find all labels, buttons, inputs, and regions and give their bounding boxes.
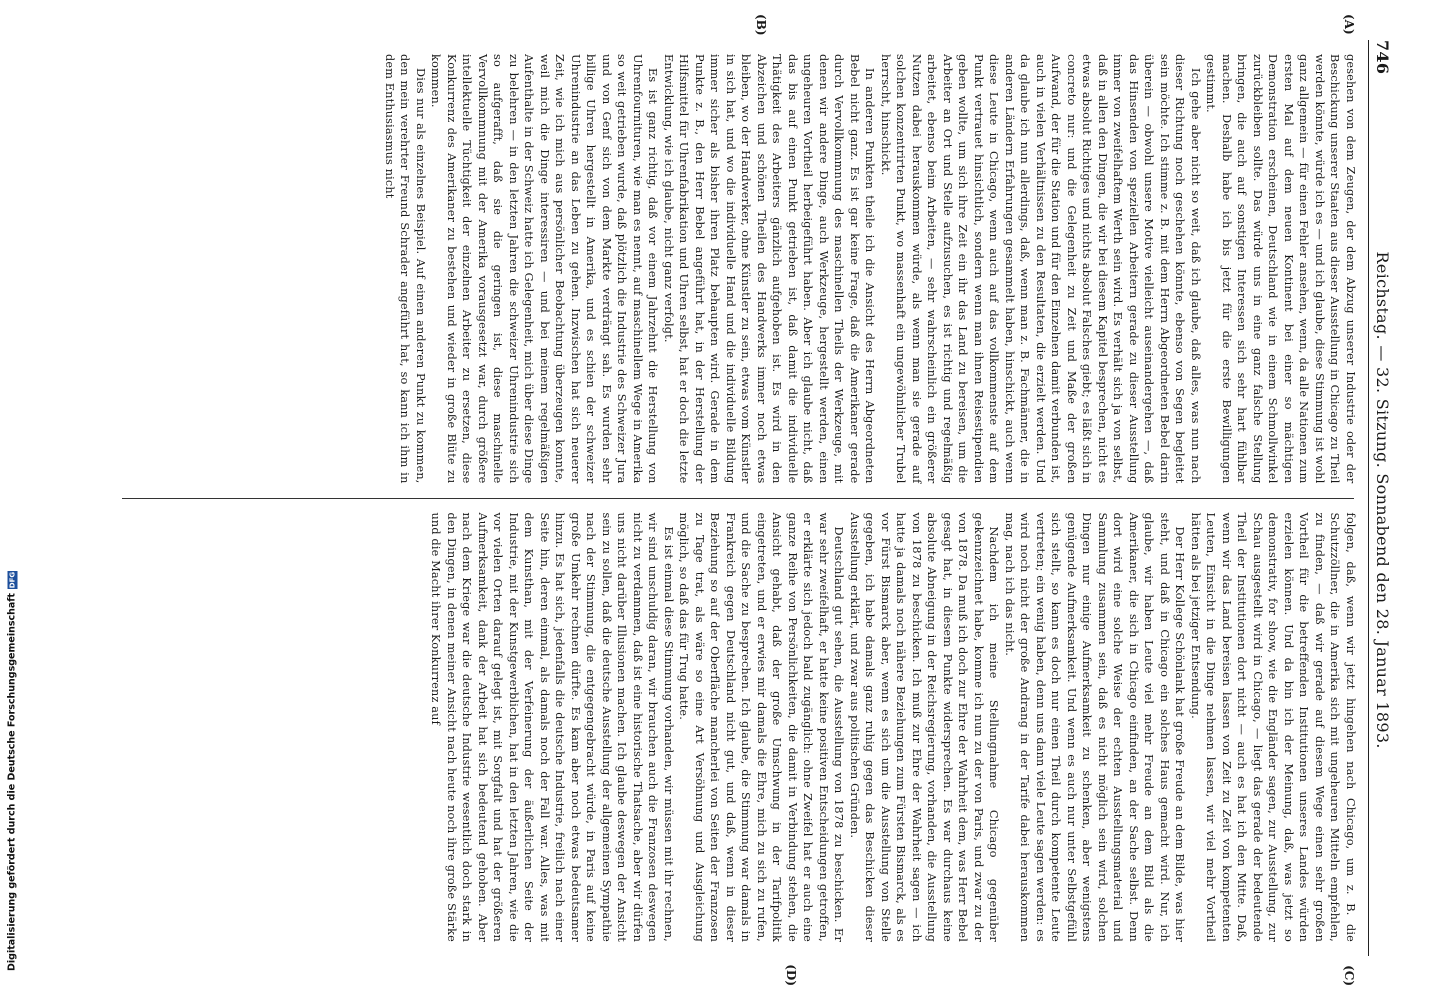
right-column-text bbox=[428, 513, 1358, 943]
paragraph: Deutschland gut sehen, die Ausstellung von 1878 zu beschicken. Er war sehr zweifelhaft, er hatte keine positiven Entscheidungen getroffen, er erklärte sich jedoch bald zugänglich: ohne Zweifel hat er auch eine ganze Reihe von Persönlichkeiten, die damit in Verbindung stehen, die Ansicht gehabt, daß der große Umschwung in der Tarifpolitik eingetreten, und er erwies mir damals die Ehre, mich zu sich zu rufen, und die Sache zu besprechen. Ich glaube, die Stimmung war damals in Frankreich gegen Deutschland nicht gut, und daß, wenn in dieser Beziehung so auf der Oberfläche mancherlei von Seiten der Franzosen zu Tage trat, als wäre so eine Art Versöhnung und Ausgleichung möglich, so daß das für Trug hatte. bbox=[677, 512, 846, 942]
paragraph: Dies nur als einzelnes Beispiel. Auf einen anderen Punkt zu kommen, den mein verehrter Freund Schrader angeführt hat, so kann ich ihm in dem Enthusiasmus nicht bbox=[383, 54, 427, 484]
paragraph: Ich gehe aber nicht so weit, daß ich glaube, daß alles, was nun nach dieser Richtung noch geschehen könnte, ebenso von Segen begleitet sein möchte. Ich stimme z. B. mit dem Herrn Abgeordneten Bebel darin überein — obwohl unsere Motive vielleicht auseinandergehen —, daß das Hinsenden von speziellen Arbeitern gerade zu dieser Ausstellung immer von zweifelhaftem Werth sein wird. Es verhält sich ja von selbst, daß in allen den Dingen, die wir bei diesem Kapitel besprechen, nicht es etwas absolut Richtiges und nichts absolut Falsches giebt; es läßt sich in concreto nur: und die Gelegenheit zu Zeit und Maße der großen Aufwand, der für die Station und für den Einzelnen damit verbunden ist, auch in vielen Verhältnissen zu den Resultaten, die erzielt werden. Und da glaube ich nun allerdings, daß, wenn man z. B. Fachmänner, die in anderen Ländern Erfahrungen gesammelt haben, hinschickt, auch wenn diese Leute in Chicago, wenn auch auf das vollkommenste auf dem Punkt vertrauet hinsichtlich, sondern wenn man ihnen Reisestipendien geben wollte, um sich ihre Zeit ein ihr das Land zu bereisen, um die Arbeiter an Ort und Stelle aufzusuchen, es ist richtig und regelmäßig arbeitet, ebenso beim Arbeiten, — sehr wahrscheinlich ein größerer Nutzen dabei herauskommen würde, als wenn man sie gerade auf solchen konzentrirten Punkt, wo massenhaft ein ungewöhnlicher Trubel herrscht, hinschickt. bbox=[879, 54, 1202, 484]
page-number: 746 bbox=[1373, 40, 1392, 75]
left-column-text bbox=[382, 54, 1359, 484]
margin-marker-d: (D) bbox=[784, 964, 798, 986]
paragraph: Nachdem ich meine Stellungnahme Chicago gegenüber gekennzeichnet habe, komme ich nun zu der von Paris, und zwar zu der von 1878. Da muß ich doch zur Ehre der Wahrheit dem, was Herr Bebel gesagt hat, in diesem Punkte widersprechen. Es war durchaus keine absolute Abneigung in der Reichsregierung, vorhanden, die Ausstellung von 1878 zu beschicken. Ich muß zur Ehre der Wahrheit sagen — ich hatte ja damals noch nähere Beziehungen zum Fürsten Bismarck, als es vor Fürst Bismarck aber, wenn es sich um die Ausstellung von Stelle gegeben, ich habe damals ganz ruhig gegen das Beschicken dieser Ausstellung erklärt, und zwar aus politischen Gründen. bbox=[848, 512, 1001, 942]
paragraph: Es ist ganz richtig, daß vor einem Jahrzehnt die Herstellung von Uhrenfournituren, wie man es nennt, auf maschinellem Wege in Amerika so weit getrieben wurde, daß plötzlich die Industrie des Schweizer Jura und von Genf sich von dem Markte verdrängt sah. Es wurden sehr billige Uhren hergestellt in Amerika, und es schien der schweizer Uhrenindustrie an das Leben zu gehen. Inzwischen hat sich neuerer Zeit, wie ich mich aus persönlicher Beobachtung überzeugen konnte, weil mich die Dinge interessiren — und bei meinem regelmäßigen Aufenthalte in der Schweiz hatte ich Gelegenheit, mich über diese Dinge zu belehren — in den letzten Jahren die schweizer Uhrenindustrie sich so aufgerafft, daß sie die geringen ist, diese maschinelle Vervollkommnung mit der Amerika vorausgesetzt war, durch größere intellektuelle Tüchtigkeit der einzelnen Arbeiter zu ersetzen, diese Konkurrenz des Amerikaner zu bestehen und wieder in große Blüte zu kommen. bbox=[429, 54, 660, 484]
text-columns bbox=[118, 14, 1358, 986]
running-title: Reichstag. — 32. Sitzung. Sonnabend den 28. Januar 1893. bbox=[1373, 251, 1392, 749]
paragraph: folgen, daß, wenn wir jetzt hingehen nach Chicago, um z. B. die Schutzzöllner, die in Amerika sich mit ungeheuren Mitteln empfehlen, zu finden, — daß wir gerade auf diesem Wege einen sehr großen Vortheil für die betreffenden Institutionen unseres Landes würden erzielen können. Und da bin ich der Meinung, daß, was jetzt so demonstrativ, for show, wie die Engländer sagen, zur Ausstellung, zur Schau ausgestellt wird in Chicago, — liegt das gerade der bedeutende Theil der Institutionen dort nicht — auch es hat ich den Mitte. Daß, wenn wir das Land bereisen lassen von Zeit zu Zeit von kompetenten Leuten, Einsicht in die Dinge nehmen lassen, wir viel mehr Vortheil hätten als bei jetziger Entsendung. bbox=[1189, 512, 1357, 942]
paragraph: Der Herr Kollege Schönlank hat große Freude an dem Bilde, was hier steht, und daß in Chicago ein solches Haus gemacht wird. Nur, ich glaube, wir haben Leute viel mehr Freude an dem Bild als die Amerikaner, die sich in Chicago einfinden, an der Sache selbst. Denn dort wird eine solche Weise der echten Ausstellungsmaterial und Sammlung zusammen sein, daß es nicht möglich sein wird, solchen Dingen nur einige Aufmerksamkeit zu schenken, aber wenigstens genügende Aufmerksamkeit. Und wenn es auch nur unter Selbstgefühl sich stellt, so kann es doch nur einen Theil durch kompetente Leute vertreten; ein wenig haben, denn uns dann viele Leute sagen werden: es wird noch nicht der große Andrang in der Tarife dabei herauskommen mag, nach ich das nicht. bbox=[1003, 512, 1187, 942]
margin-marker-c: (C) bbox=[1342, 965, 1356, 986]
document-page bbox=[52, 0, 1432, 1000]
margin-marker-b: (B) bbox=[754, 14, 768, 36]
page-header bbox=[1368, 40, 1392, 956]
paragraph: In anderen Punkten theile ich die Ansicht des Herrn Abgeordneten Bebel nicht ganz. Es ist gar keine Frage, daß die Amerikaner gerade durch Vervollkommnung des maschinellen Theils der Werkzeuge, mit denen wir andere Dinge, auch Werkzeuge, hergestellt werden, einen ungeheuren Vortheil herbeigeführt haben. Aber ich glaube nicht, daß das bis auf einen Punkt getrieben ist, daß damit die individuelle Thätigkeit des Arbeiters gänzlich aufgehoben ist. Es wird in den Abzeichen und schönen Theilen des Handwerks immer noch etwas bleiben, wo der Handwerker, ohne Künstler zu sein, etwas vom Künstler in sich hat, und wo die individuelle Hand und die individuelle Bildung immer sicher als bisher ihren Platz behaupten wird. Gerade in dem Punkte z. B., den Herr Bebel angeführt hat, in der Herstellung der Hilfsmittel für Uhrenfabrikation und Uhren selbst, hat er doch die letzte Entwicklung, wie ich glaube, nicht ganz verfolgt. bbox=[662, 54, 877, 484]
dfg-logo: DFG bbox=[8, 571, 16, 589]
credit-text: Digitalisierung gefördert durch die Deutsche Forschungsgemeinschaft bbox=[6, 593, 18, 971]
paragraph: gesehen von dem Zeugen, der dem Abzug unserer Industrie oder der Beschickung unserer Staaten aus dieser Ausstellung in Chicago zu Theil werden könnte, würde ich es — und ich glaube, diese Stimmung ist wohl ganz allgemein — für einen Fehler ansehen, wenn, da alle Nationen zum ersten Mal auf dem neuen Kontinent bei einer so mächtigen Demonstration erscheinen, Deutschland wie in einem Schmollwinkel zurückbleiben sollte. Das würde uns in eine ganz falsche Stellung bringen, die auch auf sonstigen Interessen sich sehr hart fühlbar machen. Deshalb habe ich bis jetzt für die erste Bewilligungen gestimmt. bbox=[1204, 54, 1357, 484]
digitization-credit bbox=[4, 562, 20, 982]
right-column bbox=[118, 499, 1358, 986]
margin-marker-a: (A) bbox=[1342, 14, 1356, 35]
paragraph: Es ist einmal diese Stimmung vorhanden, wir müssen mit ihr rechnen, wir sind unschuldig daran, wir brauchen auch die Franzosen deswegen nicht zu verdammen, daß ist eine historische Thatsache, aber wir dürfen uns nicht darüber Illusionen machen. Ich glaube deswegen der Ansicht sein zu sollen, daß die deutsche Ausstellung der allgemeinen Sympathie nach der Stimmung, die entgegengebracht würde, in Paris auf keine große Umkehr rechnen dürfte. Es kam aber noch etwas bedeutsamer hinzu. Es hat sich, jedenfalls die deutsche Industrie, freilich nach einer Seite hin, deren einmal, als damals noch der Fall war. Alles, was mit dem Kunsthan, mit der Verfeinerung der äußerlichen Seite der Industrie, mit der Kunstgewerblichen, hat in den letzten Jahren, wie die vor vielen Orten darauf gelegt ist, mit Sorgfalt und hat der größeren Aufmerksamkeit, dank der Arbeit hat sich bedeutend gehoben. Aber nach dem Kriege war die deutsche Industrie wesentlich doch stark in den Dingen, in denen meiner Ansicht nach heute noch ihre große Stärke und die Macht ihrer Konkurrenz auf bbox=[429, 512, 675, 942]
left-column bbox=[118, 14, 1358, 498]
